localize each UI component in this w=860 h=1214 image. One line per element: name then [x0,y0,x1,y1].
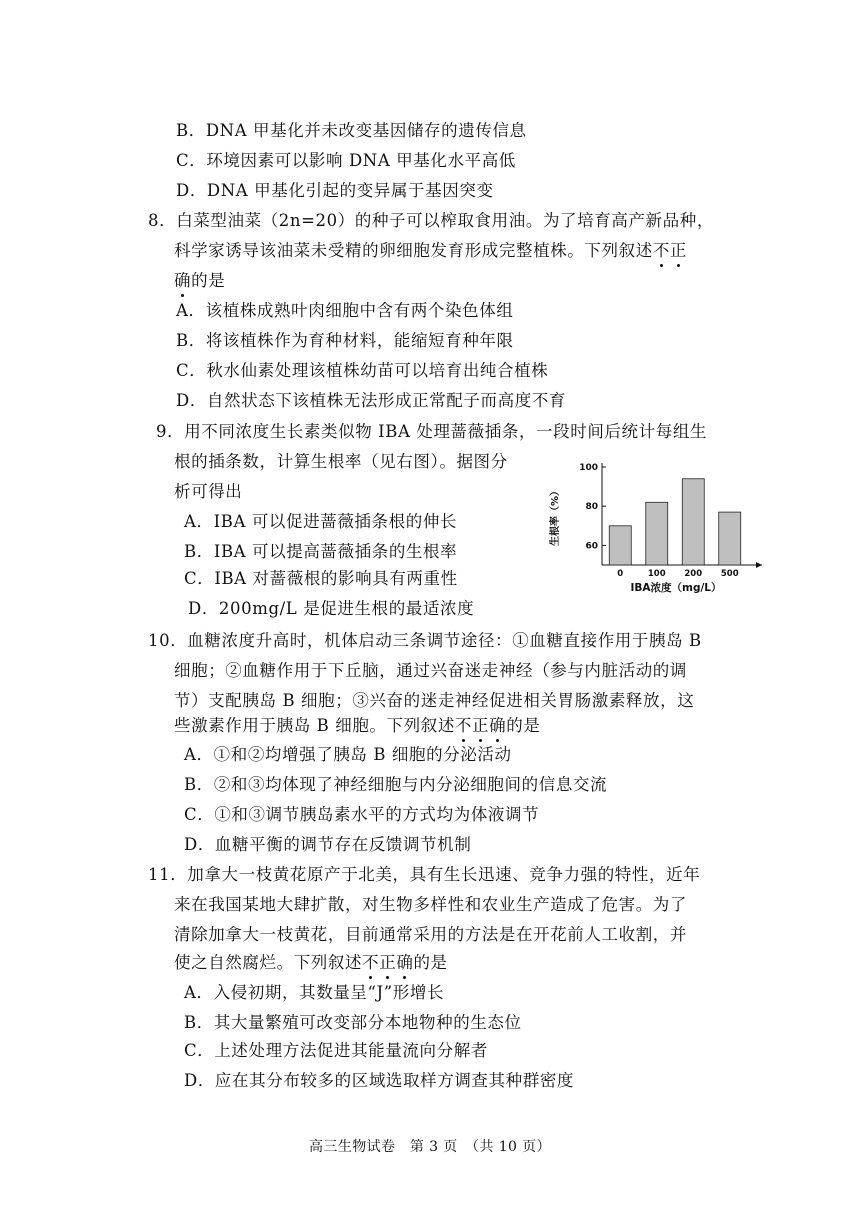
q11-option-b: B．其大量繁殖可改变部分本地物种的生态位 [184,1013,522,1032]
q9-option-d: D．200mg/L 是促进生根的最适浓度 [188,599,475,618]
y-tick-label: 60 [585,541,598,552]
rooting-rate-chart [540,455,770,600]
bar [609,526,631,565]
bar [682,479,704,565]
q9-stem-line3: 析可得出 [174,482,243,501]
q11-option-d: D．应在其分布较多的区域选取样方调查其种群密度 [184,1071,575,1090]
y-tick-label: 80 [585,502,598,513]
x-tick-label: 200 [684,569,703,579]
emphasis-char: 确 [489,716,507,735]
q8-option-c: C．秋水仙素处理该植株幼苗可以培育出纯合植株 [176,361,549,380]
q8-stem-line3 [174,270,225,292]
q11-stem-line3: 清除加拿大一枝黄花，目前通常采用的方法是在开花前人工收割，并 [174,925,687,944]
bar [719,512,741,565]
q9-stem-line1: 9．用不同浓度生长素类似物 IBA 处理蔷薇插条，一段时间后统计每组生 [156,422,708,441]
q8-option-b: B．将该植株作为育种材料，能缩短育种年限 [176,331,514,350]
q10-option-b: B．②和③均体现了神经细胞与内分泌细胞间的信息交流 [184,775,608,794]
x-tick-label: 0 [617,569,624,579]
emphasis-char: 不 [652,241,670,260]
q9-option-c: C．IBA 对蔷薇根的影响具有两重性 [184,569,458,588]
q7-option-d: D．DNA 甲基化引起的变异属于基因突变 [176,181,494,200]
x-axis-arrow [756,562,762,568]
q10-stem-text: 的是 [506,716,541,735]
q8-stem-text: 科学家诱导该油菜未受精的卵细胞发育形成完整植株。下列叙述 [174,241,653,260]
x-tick-label: 500 [720,569,739,579]
q11-stem-line4 [174,952,448,974]
q11-option-a: A．入侵初期，其数量呈“J”形增长 [184,983,445,1002]
q10-stem-text: 些激素作用于胰岛 B 细胞。下列叙述 [174,716,455,735]
q7-option-b: B．DNA 甲基化并未改变基因储存的遗传信息 [176,121,527,140]
q10-stem-line1: 10．血糖浓度升高时，机体启动三条调节途径：①血糖直接作用于胰岛 B [148,631,702,650]
bar [646,502,668,565]
emphasis-char: 确 [396,953,414,972]
q10-option-d: D．血糖平衡的调节存在反馈调节机制 [184,835,472,854]
q8-stem-line2 [174,240,687,262]
q10-option-a: A．①和②均增强了胰岛 B 细胞的分泌活动 [184,745,512,764]
y-tick-label: 100 [579,463,598,473]
q7-option-c: C．环境因素可以影响 DNA 甲基化水平高低 [176,151,516,170]
emphasis-char: 确 [174,271,192,290]
emphasis-char: 正 [669,241,688,260]
q8-stem-text: 的是 [191,271,226,290]
x-axis-label: IBA浓度（mg/L） [630,582,722,594]
q8-option-d: D．自然状态下该植株无法形成正常配子而高度不育 [176,391,567,410]
emphasis-char: 正 [472,716,490,735]
q11-stem-text: 使之自然腐烂。下列叙述 [174,953,363,972]
chart-labels [548,463,739,594]
q10-option-c: C．①和③调节胰岛素水平的方式均为体液调节 [184,805,540,824]
q11-stem-line1: 11．加拿大一枝黄花原产于北美，具有生长迅速、竞争力强的特性，近年 [148,865,701,884]
q11-stem-line2: 来在我国某地大肆扩散，对生物多样性和农业生产造成了危害。为了 [174,895,687,914]
q8-stem-line1: 8．白菜型油菜（2n=20）的种子可以榨取食用油。为了培育高产新品种， [148,211,714,230]
q11-option-c: C．上述处理方法促进其能量流向分解者 [184,1041,488,1060]
page-footer: 高三生物试卷 第 3 页 （共 10 页） [309,1139,551,1155]
y-axis-label: 生根率（%） [550,485,561,547]
q10-stem-line4 [174,715,540,737]
q8-option-a: A．该植株成熟叶肉细胞中含有两个染色体组 [176,301,514,320]
q9-option-a: A．IBA 可以促进蔷薇插条根的伸长 [184,512,458,531]
emphasis-char: 正 [379,953,397,972]
chart-bars [609,479,741,565]
emphasis-char: 不 [454,716,473,735]
q10-stem-line3: 节）支配胰岛 B 细胞；③兴奋的迷走神经促进相关胃肠激素释放，这 [174,691,695,710]
emphasis-char: 不 [362,953,380,972]
q11-stem-text: 的是 [413,953,448,972]
q10-stem-line2: 细胞；②血糖作用于下丘脑，通过兴奋迷走神经（参与内脏活动的调 [174,661,687,680]
q9-option-b: B．IBA 可以提高蔷薇插条的生根率 [184,542,458,561]
x-tick-label: 100 [647,569,666,579]
q9-stem-line2: 根的插条数，计算生根率（见右图）。据图分 [174,452,508,471]
